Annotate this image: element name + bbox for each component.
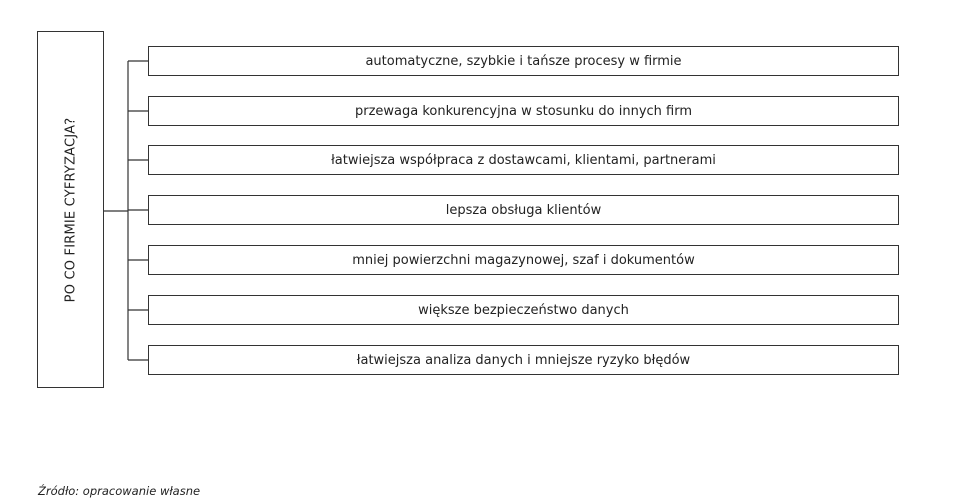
item-label: lepsza obsługa klientów [445, 202, 602, 218]
item-box-4 [148, 195, 899, 225]
item-box-5 [148, 245, 899, 275]
item-label: automatyczne, szybkie i tańsze procesy w firmie [365, 53, 682, 69]
item-box-7 [148, 345, 899, 375]
item-label: mniej powierzchni magazynowej, szaf i dokumentów [352, 252, 695, 268]
item-box-1 [148, 46, 899, 76]
item-label: przewaga konkurencyjna w stosunku do innych firm [354, 103, 693, 119]
item-label: większe bezpieczeństwo danych [418, 302, 629, 318]
item-label: łatwiejsza analiza danych i mniejsze ryzyko błędów [356, 352, 691, 368]
root-label: PO CO FIRMIE CYFRYZACJA? [63, 117, 78, 302]
item-box-6 [148, 295, 899, 325]
source-note: Źródło: opracowanie własne [38, 484, 201, 498]
item-box-3 [148, 145, 899, 175]
item-box-2 [148, 96, 899, 126]
item-label: łatwiejsza współpraca z dostawcami, klientami, partnerami [331, 152, 716, 168]
